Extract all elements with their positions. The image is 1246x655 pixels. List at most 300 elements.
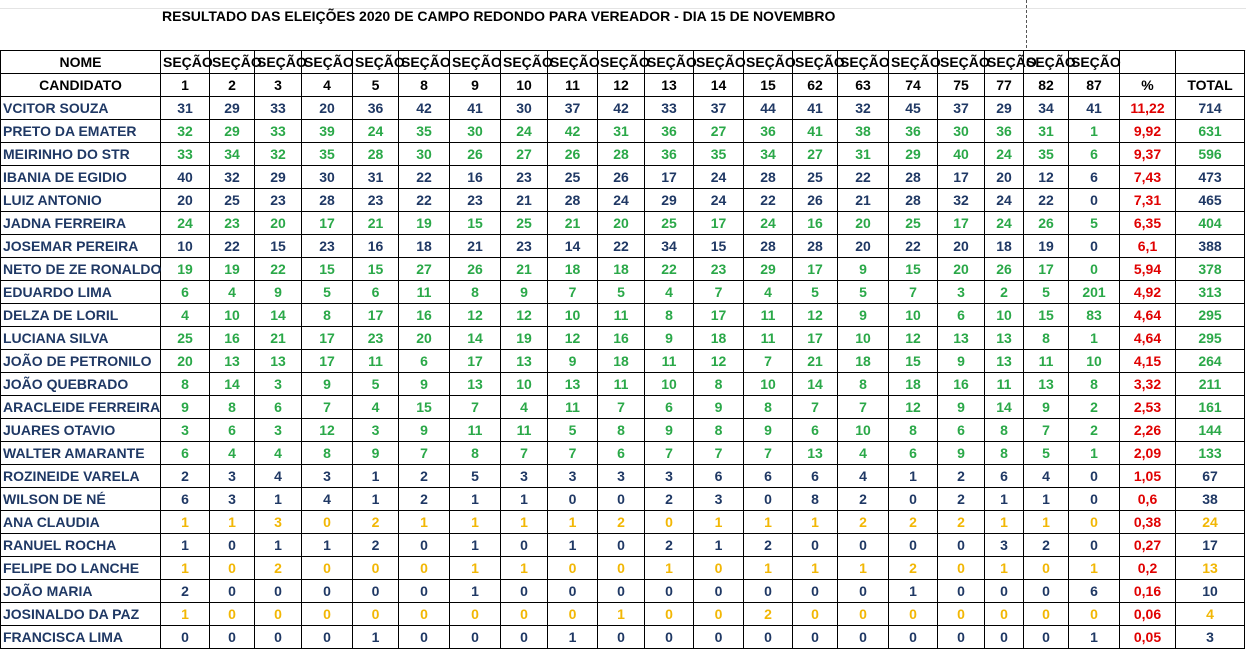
vote-cell[interactable]: 6 — [985, 465, 1024, 488]
vote-cell[interactable]: 20 — [838, 235, 889, 258]
vote-cell[interactable]: 1 — [744, 557, 793, 580]
vote-cell[interactable]: 0 — [645, 511, 694, 534]
vote-cell[interactable]: 7 — [1024, 419, 1069, 442]
vote-cell[interactable]: 1 — [161, 534, 210, 557]
vote-cell[interactable]: 6 — [1069, 166, 1120, 189]
vote-cell[interactable]: 0 — [938, 603, 985, 626]
total-cell[interactable]: 714 — [1176, 97, 1245, 120]
vote-cell[interactable]: 0 — [1069, 258, 1120, 281]
vote-cell[interactable]: 19 — [501, 327, 548, 350]
vote-cell[interactable]: 18 — [399, 235, 450, 258]
vote-cell[interactable]: 18 — [548, 258, 598, 281]
candidate-name-cell[interactable]: JADNA FERREIRA — [1, 212, 161, 235]
vote-cell[interactable]: 2 — [1069, 419, 1120, 442]
vote-cell[interactable]: 1 — [1024, 488, 1069, 511]
vote-cell[interactable]: 6 — [889, 442, 938, 465]
vote-cell[interactable]: 8 — [450, 281, 501, 304]
vote-cell[interactable]: 6 — [598, 442, 645, 465]
vote-cell[interactable]: 0 — [255, 603, 302, 626]
vote-cell[interactable]: 8 — [838, 373, 889, 396]
total-cell[interactable]: 388 — [1176, 235, 1245, 258]
vote-cell[interactable]: 0 — [889, 534, 938, 557]
vote-cell[interactable]: 22 — [889, 235, 938, 258]
vote-cell[interactable]: 11 — [1024, 350, 1069, 373]
vote-cell[interactable]: 35 — [302, 143, 353, 166]
header-total-cell[interactable] — [1176, 51, 1245, 74]
vote-cell[interactable]: 36 — [645, 143, 694, 166]
vote-cell[interactable]: 32 — [938, 189, 985, 212]
vote-cell[interactable]: 21 — [548, 212, 598, 235]
vote-cell[interactable]: 13 — [1024, 373, 1069, 396]
vote-cell[interactable]: 0 — [598, 488, 645, 511]
percent-cell[interactable]: 0,06 — [1120, 603, 1176, 626]
vote-cell[interactable]: 0 — [399, 580, 450, 603]
vote-cell[interactable]: 15 — [302, 258, 353, 281]
vote-cell[interactable]: 29 — [744, 258, 793, 281]
vote-cell[interactable]: 2 — [598, 511, 645, 534]
header-section-cell[interactable]: SEÇÃO — [694, 51, 744, 74]
percent-cell[interactable]: 3,32 — [1120, 373, 1176, 396]
vote-cell[interactable]: 23 — [501, 166, 548, 189]
vote-cell[interactable]: 21 — [501, 189, 548, 212]
vote-cell[interactable]: 16 — [450, 166, 501, 189]
vote-cell[interactable]: 31 — [353, 166, 399, 189]
vote-cell[interactable]: 6 — [938, 419, 985, 442]
vote-cell[interactable]: 2 — [938, 465, 985, 488]
percent-cell[interactable]: 2,26 — [1120, 419, 1176, 442]
vote-cell[interactable]: 2 — [161, 580, 210, 603]
header-name-cell[interactable]: NOME — [1, 51, 161, 74]
vote-cell[interactable]: 7 — [548, 442, 598, 465]
vote-cell[interactable]: 4 — [1024, 465, 1069, 488]
candidate-name-cell[interactable]: WILSON DE NÉ — [1, 488, 161, 511]
vote-cell[interactable]: 2 — [938, 488, 985, 511]
vote-cell[interactable]: 20 — [399, 327, 450, 350]
vote-cell[interactable]: 0 — [255, 580, 302, 603]
vote-cell[interactable]: 24 — [598, 189, 645, 212]
vote-cell[interactable]: 25 — [548, 166, 598, 189]
vote-cell[interactable]: 13 — [255, 350, 302, 373]
vote-cell[interactable]: 42 — [548, 120, 598, 143]
vote-cell[interactable]: 8 — [694, 373, 744, 396]
vote-cell[interactable]: 29 — [985, 97, 1024, 120]
vote-cell[interactable]: 0 — [838, 603, 889, 626]
vote-cell[interactable]: 3 — [210, 465, 255, 488]
vote-cell[interactable]: 0 — [598, 557, 645, 580]
total-cell[interactable]: 295 — [1176, 327, 1245, 350]
vote-cell[interactable]: 21 — [450, 235, 501, 258]
vote-cell[interactable]: 23 — [450, 189, 501, 212]
vote-cell[interactable]: 37 — [548, 97, 598, 120]
vote-cell[interactable]: 40 — [161, 166, 210, 189]
header-section-cell[interactable]: SEÇÃO — [645, 51, 694, 74]
vote-cell[interactable]: 0 — [838, 534, 889, 557]
vote-cell[interactable]: 15 — [694, 235, 744, 258]
vote-cell[interactable]: 27 — [793, 143, 838, 166]
vote-cell[interactable]: 0 — [399, 626, 450, 649]
vote-cell[interactable]: 0 — [501, 626, 548, 649]
vote-cell[interactable]: 36 — [985, 120, 1024, 143]
vote-cell[interactable]: 15 — [353, 258, 399, 281]
vote-cell[interactable]: 0 — [889, 488, 938, 511]
vote-cell[interactable]: 22 — [744, 189, 793, 212]
vote-cell[interactable]: 17 — [793, 258, 838, 281]
vote-cell[interactable]: 1 — [161, 603, 210, 626]
percent-cell[interactable]: 0,27 — [1120, 534, 1176, 557]
vote-cell[interactable]: 21 — [838, 189, 889, 212]
header-section-cell[interactable]: 77 — [985, 74, 1024, 97]
percent-cell[interactable]: 0,38 — [1120, 511, 1176, 534]
vote-cell[interactable]: 1 — [450, 534, 501, 557]
vote-cell[interactable]: 5 — [598, 281, 645, 304]
vote-cell[interactable]: 7 — [450, 396, 501, 419]
percent-cell[interactable]: 0,16 — [1120, 580, 1176, 603]
header-total-cell[interactable]: TOTAL — [1176, 74, 1245, 97]
vote-cell[interactable]: 19 — [161, 258, 210, 281]
vote-cell[interactable]: 18 — [598, 350, 645, 373]
vote-cell[interactable]: 0 — [985, 626, 1024, 649]
vote-cell[interactable]: 25 — [161, 327, 210, 350]
header-section-cell[interactable]: 1 — [161, 74, 210, 97]
vote-cell[interactable]: 35 — [1024, 143, 1069, 166]
vote-cell[interactable]: 4 — [255, 465, 302, 488]
percent-cell[interactable]: 9,37 — [1120, 143, 1176, 166]
vote-cell[interactable]: 0 — [838, 626, 889, 649]
total-cell[interactable]: 473 — [1176, 166, 1245, 189]
vote-cell[interactable]: 8 — [1024, 327, 1069, 350]
vote-cell[interactable]: 9 — [548, 350, 598, 373]
vote-cell[interactable]: 26 — [548, 143, 598, 166]
vote-cell[interactable]: 28 — [598, 143, 645, 166]
vote-cell[interactable]: 23 — [353, 189, 399, 212]
vote-cell[interactable]: 0 — [793, 534, 838, 557]
vote-cell[interactable]: 1 — [1069, 120, 1120, 143]
vote-cell[interactable]: 8 — [598, 419, 645, 442]
vote-cell[interactable]: 3 — [255, 511, 302, 534]
vote-cell[interactable]: 36 — [744, 120, 793, 143]
vote-cell[interactable]: 28 — [744, 166, 793, 189]
vote-cell[interactable]: 1 — [694, 534, 744, 557]
total-cell[interactable]: 264 — [1176, 350, 1245, 373]
vote-cell[interactable]: 33 — [255, 120, 302, 143]
percent-cell[interactable]: 7,43 — [1120, 166, 1176, 189]
vote-cell[interactable]: 7 — [598, 396, 645, 419]
vote-cell[interactable]: 25 — [210, 189, 255, 212]
vote-cell[interactable]: 4 — [501, 396, 548, 419]
vote-cell[interactable]: 23 — [255, 189, 302, 212]
vote-cell[interactable]: 6 — [744, 465, 793, 488]
vote-cell[interactable]: 0 — [1024, 626, 1069, 649]
vote-cell[interactable]: 23 — [694, 258, 744, 281]
candidate-name-cell[interactable]: MEIRINHO DO STR — [1, 143, 161, 166]
vote-cell[interactable]: 4 — [645, 281, 694, 304]
vote-cell[interactable]: 0 — [985, 580, 1024, 603]
vote-cell[interactable]: 1 — [744, 511, 793, 534]
vote-cell[interactable]: 17 — [938, 166, 985, 189]
vote-cell[interactable]: 28 — [889, 166, 938, 189]
vote-cell[interactable]: 1 — [255, 534, 302, 557]
vote-cell[interactable]: 11 — [645, 350, 694, 373]
vote-cell[interactable]: 0 — [645, 603, 694, 626]
vote-cell[interactable]: 0 — [1024, 603, 1069, 626]
vote-cell[interactable]: 25 — [889, 212, 938, 235]
vote-cell[interactable]: 10 — [985, 304, 1024, 327]
vote-cell[interactable]: 1 — [1069, 327, 1120, 350]
vote-cell[interactable]: 5 — [353, 373, 399, 396]
vote-cell[interactable]: 0 — [302, 557, 353, 580]
vote-cell[interactable]: 14 — [255, 304, 302, 327]
vote-cell[interactable]: 0 — [985, 603, 1024, 626]
vote-cell[interactable]: 1 — [889, 580, 938, 603]
vote-cell[interactable]: 12 — [450, 304, 501, 327]
header-section-cell[interactable]: 3 — [255, 74, 302, 97]
vote-cell[interactable]: 11 — [548, 396, 598, 419]
candidate-name-cell[interactable]: JOÃO QUEBRADO — [1, 373, 161, 396]
vote-cell[interactable]: 1 — [645, 557, 694, 580]
candidate-name-cell[interactable]: VCITOR SOUZA — [1, 97, 161, 120]
vote-cell[interactable]: 22 — [399, 166, 450, 189]
total-cell[interactable]: 10 — [1176, 580, 1245, 603]
vote-cell[interactable]: 17 — [793, 327, 838, 350]
vote-cell[interactable]: 6 — [694, 465, 744, 488]
vote-cell[interactable]: 41 — [793, 97, 838, 120]
vote-cell[interactable]: 6 — [793, 465, 838, 488]
vote-cell[interactable]: 18 — [694, 327, 744, 350]
vote-cell[interactable]: 27 — [694, 120, 744, 143]
vote-cell[interactable]: 19 — [210, 258, 255, 281]
vote-cell[interactable]: 25 — [793, 166, 838, 189]
vote-cell[interactable]: 14 — [548, 235, 598, 258]
header-section-cell[interactable]: SEÇÃO — [598, 51, 645, 74]
vote-cell[interactable]: 0 — [399, 534, 450, 557]
vote-cell[interactable]: 4 — [255, 442, 302, 465]
vote-cell[interactable]: 12 — [302, 419, 353, 442]
vote-cell[interactable]: 17 — [450, 350, 501, 373]
vote-cell[interactable]: 0 — [645, 626, 694, 649]
vote-cell[interactable]: 30 — [501, 97, 548, 120]
total-cell[interactable]: 133 — [1176, 442, 1245, 465]
vote-cell[interactable]: 1 — [598, 603, 645, 626]
vote-cell[interactable]: 0 — [938, 534, 985, 557]
vote-cell[interactable]: 11 — [985, 373, 1024, 396]
vote-cell[interactable]: 2 — [353, 511, 399, 534]
vote-cell[interactable]: 41 — [793, 120, 838, 143]
vote-cell[interactable]: 0 — [645, 580, 694, 603]
vote-cell[interactable]: 1 — [161, 557, 210, 580]
vote-cell[interactable]: 10 — [1069, 350, 1120, 373]
vote-cell[interactable]: 28 — [744, 235, 793, 258]
vote-cell[interactable]: 37 — [938, 97, 985, 120]
vote-cell[interactable]: 20 — [598, 212, 645, 235]
vote-cell[interactable]: 11 — [598, 373, 645, 396]
vote-cell[interactable]: 0 — [793, 580, 838, 603]
vote-cell[interactable]: 2 — [889, 511, 938, 534]
vote-cell[interactable]: 7 — [548, 281, 598, 304]
total-cell[interactable]: 4 — [1176, 603, 1245, 626]
vote-cell[interactable]: 1 — [1024, 511, 1069, 534]
vote-cell[interactable]: 12 — [694, 350, 744, 373]
vote-cell[interactable]: 0 — [694, 580, 744, 603]
header-section-cell[interactable]: SEÇÃO — [548, 51, 598, 74]
vote-cell[interactable]: 17 — [645, 166, 694, 189]
vote-cell[interactable]: 16 — [938, 373, 985, 396]
vote-cell[interactable]: 7 — [302, 396, 353, 419]
vote-cell[interactable]: 24 — [744, 212, 793, 235]
vote-cell[interactable]: 3 — [255, 419, 302, 442]
vote-cell[interactable]: 0 — [838, 580, 889, 603]
total-cell[interactable]: 631 — [1176, 120, 1245, 143]
vote-cell[interactable]: 17 — [302, 350, 353, 373]
vote-cell[interactable]: 6 — [161, 442, 210, 465]
percent-cell[interactable]: 6,1 — [1120, 235, 1176, 258]
vote-cell[interactable]: 0 — [1069, 534, 1120, 557]
vote-cell[interactable]: 22 — [598, 235, 645, 258]
percent-cell[interactable]: 6,35 — [1120, 212, 1176, 235]
vote-cell[interactable]: 34 — [645, 235, 694, 258]
vote-cell[interactable]: 0 — [744, 488, 793, 511]
vote-cell[interactable]: 2 — [1069, 396, 1120, 419]
vote-cell[interactable]: 1 — [793, 557, 838, 580]
vote-cell[interactable]: 22 — [210, 235, 255, 258]
vote-cell[interactable]: 0 — [1069, 511, 1120, 534]
candidate-name-cell[interactable]: JOÃO DE PETRONILO — [1, 350, 161, 373]
vote-cell[interactable]: 20 — [985, 166, 1024, 189]
vote-cell[interactable]: 0 — [793, 626, 838, 649]
vote-cell[interactable]: 18 — [985, 235, 1024, 258]
vote-cell[interactable]: 10 — [501, 373, 548, 396]
vote-cell[interactable]: 0 — [889, 603, 938, 626]
vote-cell[interactable]: 10 — [838, 327, 889, 350]
header-section-cell[interactable]: SEÇÃO — [302, 51, 353, 74]
total-cell[interactable]: 17 — [1176, 534, 1245, 557]
vote-cell[interactable]: 1 — [353, 488, 399, 511]
vote-cell[interactable]: 0 — [744, 580, 793, 603]
vote-cell[interactable]: 17 — [694, 212, 744, 235]
percent-cell[interactable]: 1,05 — [1120, 465, 1176, 488]
vote-cell[interactable]: 15 — [399, 396, 450, 419]
vote-cell[interactable]: 1 — [450, 488, 501, 511]
vote-cell[interactable]: 17 — [302, 327, 353, 350]
vote-cell[interactable]: 30 — [302, 166, 353, 189]
vote-cell[interactable]: 3 — [210, 488, 255, 511]
vote-cell[interactable]: 20 — [161, 189, 210, 212]
vote-cell[interactable]: 20 — [255, 212, 302, 235]
vote-cell[interactable]: 8 — [302, 304, 353, 327]
header-section-cell[interactable]: 82 — [1024, 74, 1069, 97]
vote-cell[interactable]: 22 — [255, 258, 302, 281]
vote-cell[interactable]: 11 — [744, 327, 793, 350]
vote-cell[interactable]: 0 — [598, 626, 645, 649]
vote-cell[interactable]: 6 — [938, 304, 985, 327]
vote-cell[interactable]: 0 — [210, 580, 255, 603]
vote-cell[interactable]: 44 — [744, 97, 793, 120]
total-cell[interactable]: 404 — [1176, 212, 1245, 235]
vote-cell[interactable]: 25 — [645, 212, 694, 235]
vote-cell[interactable]: 0 — [501, 580, 548, 603]
header-section-cell[interactable]: 2 — [210, 74, 255, 97]
vote-cell[interactable]: 9 — [694, 396, 744, 419]
vote-cell[interactable]: 7 — [744, 442, 793, 465]
vote-cell[interactable]: 3 — [302, 465, 353, 488]
vote-cell[interactable]: 16 — [210, 327, 255, 350]
title-row[interactable] — [0, 0, 1246, 30]
vote-cell[interactable]: 1 — [985, 488, 1024, 511]
vote-cell[interactable]: 11 — [399, 281, 450, 304]
vote-cell[interactable]: 0 — [938, 626, 985, 649]
vote-cell[interactable]: 7 — [889, 281, 938, 304]
vote-cell[interactable]: 0 — [302, 603, 353, 626]
vote-cell[interactable]: 17 — [1024, 258, 1069, 281]
header-section-cell[interactable]: 9 — [450, 74, 501, 97]
vote-cell[interactable]: 8 — [645, 304, 694, 327]
vote-cell[interactable]: 13 — [210, 350, 255, 373]
vote-cell[interactable]: 3 — [548, 465, 598, 488]
vote-cell[interactable]: 7 — [694, 281, 744, 304]
vote-cell[interactable]: 2 — [838, 511, 889, 534]
vote-cell[interactable]: 3 — [938, 281, 985, 304]
vote-cell[interactable]: 12 — [548, 327, 598, 350]
vote-cell[interactable]: 42 — [399, 97, 450, 120]
vote-cell[interactable]: 1 — [353, 626, 399, 649]
percent-cell[interactable]: 4,64 — [1120, 304, 1176, 327]
vote-cell[interactable]: 31 — [838, 143, 889, 166]
vote-cell[interactable]: 2 — [353, 534, 399, 557]
vote-cell[interactable]: 4 — [744, 281, 793, 304]
vote-cell[interactable]: 1 — [161, 511, 210, 534]
vote-cell[interactable]: 0 — [548, 580, 598, 603]
candidate-name-cell[interactable]: FRANCISCA LIMA — [1, 626, 161, 649]
vote-cell[interactable]: 8 — [985, 442, 1024, 465]
header-section-cell[interactable]: SEÇÃO — [255, 51, 302, 74]
vote-cell[interactable]: 0 — [548, 557, 598, 580]
vote-cell[interactable]: 1 — [985, 511, 1024, 534]
vote-cell[interactable]: 24 — [985, 212, 1024, 235]
percent-cell[interactable]: 4,15 — [1120, 350, 1176, 373]
vote-cell[interactable]: 0 — [302, 580, 353, 603]
vote-cell[interactable]: 0 — [353, 557, 399, 580]
candidate-name-cell[interactable]: LUIZ ANTONIO — [1, 189, 161, 212]
header-section-cell[interactable]: SEÇÃO — [501, 51, 548, 74]
total-cell[interactable]: 67 — [1176, 465, 1245, 488]
vote-cell[interactable]: 0 — [938, 580, 985, 603]
header-section-cell[interactable]: 14 — [694, 74, 744, 97]
vote-cell[interactable]: 26 — [985, 258, 1024, 281]
vote-cell[interactable]: 0 — [1069, 603, 1120, 626]
header-section-cell[interactable]: SEÇÃO — [161, 51, 210, 74]
candidate-name-cell[interactable]: ANA CLAUDIA — [1, 511, 161, 534]
vote-cell[interactable]: 0 — [938, 557, 985, 580]
vote-cell[interactable]: 6 — [645, 396, 694, 419]
vote-cell[interactable]: 5 — [838, 281, 889, 304]
vote-cell[interactable]: 7 — [793, 396, 838, 419]
vote-cell[interactable]: 9 — [302, 373, 353, 396]
candidate-name-cell[interactable]: RANUEL ROCHA — [1, 534, 161, 557]
vote-cell[interactable]: 21 — [255, 327, 302, 350]
vote-cell[interactable]: 1 — [353, 465, 399, 488]
header-section-cell[interactable]: 8 — [399, 74, 450, 97]
vote-cell[interactable]: 3 — [985, 534, 1024, 557]
percent-cell[interactable]: 2,53 — [1120, 396, 1176, 419]
header-section-cell[interactable]: 62 — [793, 74, 838, 97]
vote-cell[interactable]: 9 — [838, 304, 889, 327]
vote-cell[interactable]: 1 — [501, 557, 548, 580]
vote-cell[interactable]: 9 — [938, 442, 985, 465]
total-cell[interactable]: 313 — [1176, 281, 1245, 304]
percent-cell[interactable]: 2,09 — [1120, 442, 1176, 465]
vote-cell[interactable]: 0 — [450, 603, 501, 626]
vote-cell[interactable]: 1 — [548, 511, 598, 534]
vote-cell[interactable]: 17 — [938, 212, 985, 235]
